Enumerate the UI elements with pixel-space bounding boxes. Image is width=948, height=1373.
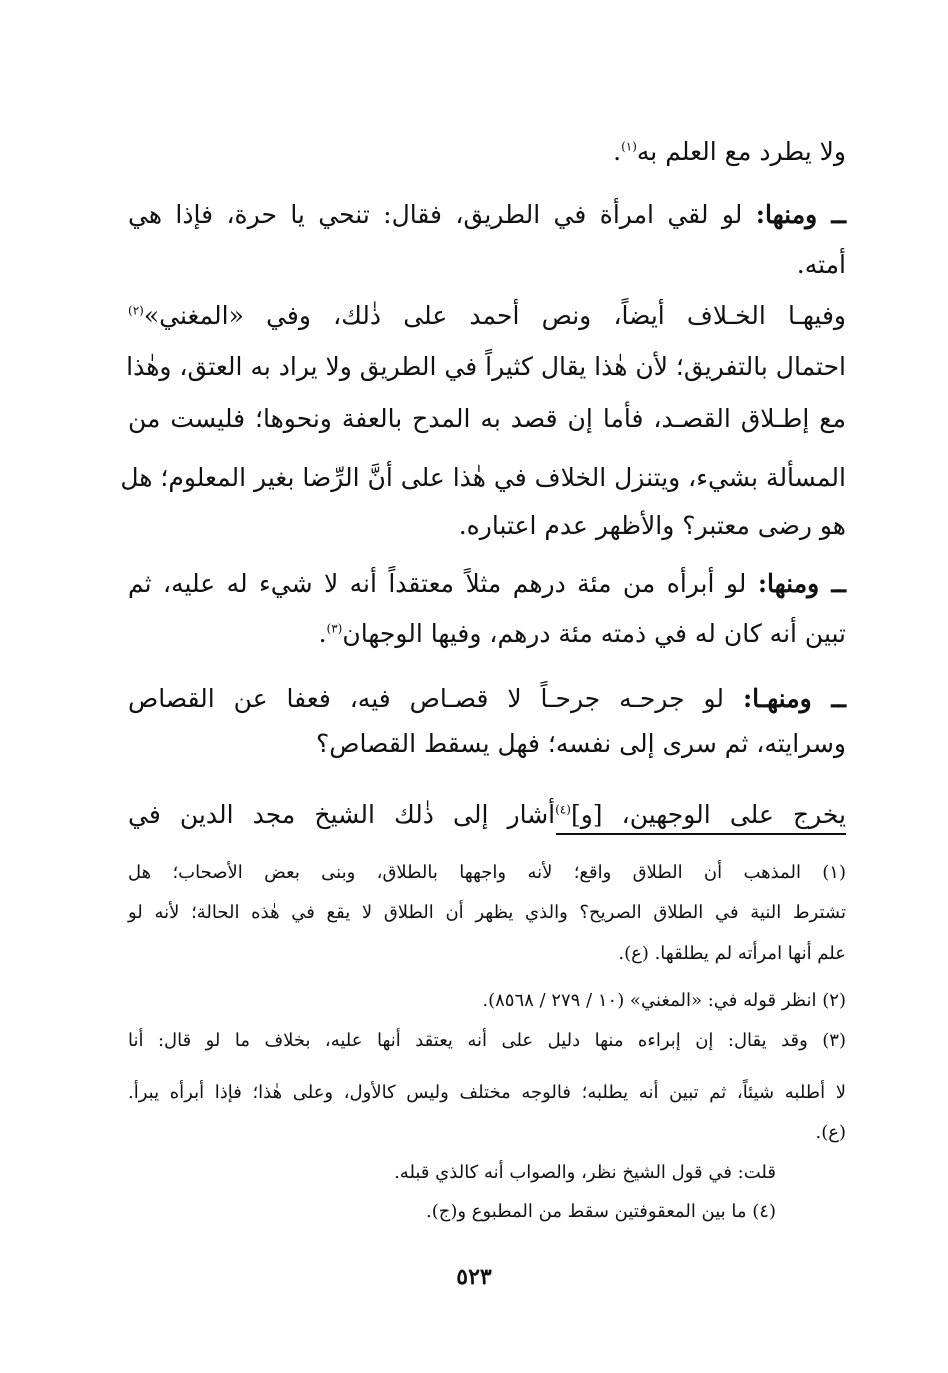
footnote-line: (٢) انظر قوله في: «المغني» (١٠ / ٢٧٩ / ٨٥٦٨).: [482, 990, 846, 1011]
text-line: ــ ومنهـا: لو جرحـه جرحـاً لا قصـاص فيه، فعفا عن القصاص: [128, 684, 846, 713]
text-line: هو رضى معتبر؟ والأظهر عدم اعتباره.: [458, 511, 846, 540]
text-line: تبين أنه كان له في ذمته مئة درهم، وفيها الوجهان$^{(٣)}$.: [318, 619, 846, 648]
footnote-line: قلت: في قول الشيخ نظر، والصواب أنه كالذي قبله.: [394, 1162, 776, 1183]
footnote-ref[interactable]: (١): [621, 139, 637, 154]
footnote-line: (٣) وقد يقال: إن إبراءه منها دليل على أنه يعتقد أنها عليه، بخلاف ما لو قال: أنا: [128, 1030, 846, 1051]
text-line: أمته.: [796, 250, 846, 279]
footnote-line: (ع).: [815, 1122, 846, 1143]
text-line: وسرايته، ثم سرى إلى نفسه؛ فهل يسقط القصاص؟: [316, 729, 846, 758]
footnote-separator: [556, 833, 846, 835]
footnote-line: لا أطلبه شيئاً، ثم تبين أنه يطلبه؛ فالوجه مختلف وليس كالأول، وعلى هٰذا؛ فإذا أبرأه يبرأ.: [128, 1082, 846, 1103]
footnote-line: تشترط النية في الطلاق الصريح؟ والذي يظهر أن الطلاق لا يقع في هٰذه الحالة؛ لأنه لو: [128, 902, 846, 923]
text-line: مع إطـلاق القصـد، فأما إن قصد به المدح بالعفة ونحوها؛ فليست من: [128, 404, 846, 433]
text-line: المسألة بشيء، ويتنزل الخلاف في هٰذا على أنَّ الرِّضا بغير المعلوم؛ هل: [120, 463, 846, 492]
text-line: احتمال بالتفريق؛ لأن هٰذا يقال كثيراً في الطريق ولا يراد به العتق، وهٰذا: [126, 352, 846, 381]
footnote-ref[interactable]: (٣): [326, 621, 343, 636]
footnote-line: (٤) ما بين المعقوفتين سقط من المطبوع و(ج).: [425, 1201, 776, 1222]
page-number: ٥٢٣: [456, 1264, 492, 1290]
footnote-line: (١) المذهب أن الطلاق واقع؛ لأنه واجهها بالطلاق، وبنى بعض الأصحاب؛ هل: [128, 862, 846, 883]
footnote-ref[interactable]: (٤): [555, 802, 571, 817]
footnote-line: علم أنها امرأته لم يطلقها. (ع).: [618, 943, 846, 964]
text-line: وفيهـا الخـلاف أيضاً، ونص أحمد على ذٰلك، وفي «المغني»$^{(٢)}$: [128, 301, 846, 330]
text-line: ــ ومنها: لو أبرأه من مئة درهم مثلاً معتقداً أنه لا شيء له عليه، ثم: [128, 569, 846, 598]
text-line: ــ ومنها: لو لقي امرأة في الطريق، فقال: تنحي يا حرة، فإذا هي: [128, 200, 846, 229]
text-line: ولا يطرد مع العلم به$^{(١)}$.: [613, 137, 846, 166]
footnote-ref[interactable]: (٢): [128, 303, 144, 318]
text-line: يخرج على الوجهين، [و]$^{(٤)}$أشار إلى ذٰلك الشيخ مجد الدين في: [128, 800, 846, 829]
